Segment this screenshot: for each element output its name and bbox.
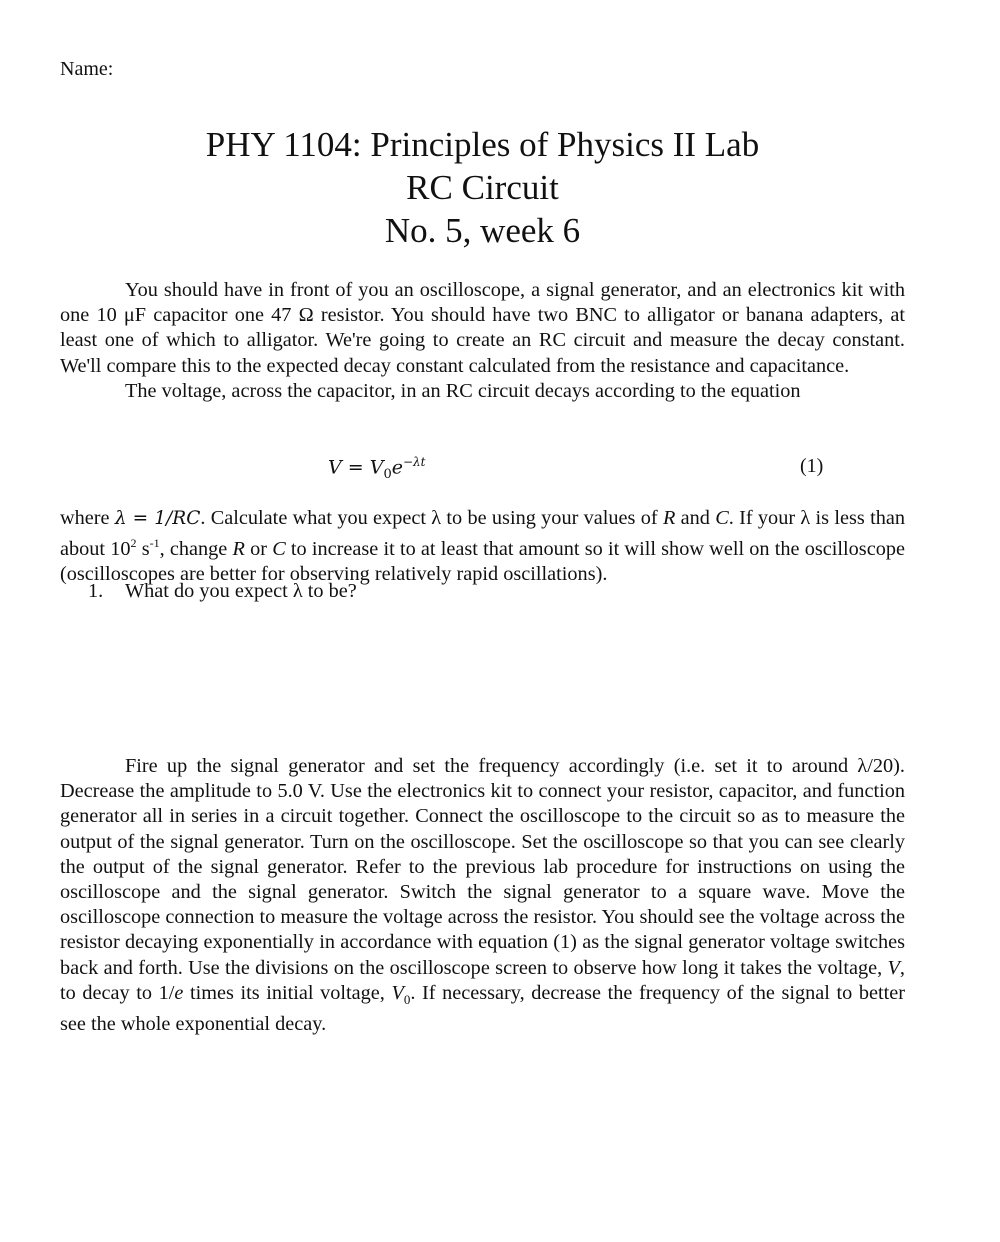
question-text: What do you expect λ to be? [125,580,357,602]
lambda-paragraph: where λ = 1/RC. Calculate what you expect λ to be using your values of R and C. If your λ is less than about $10^2$ $s^{-1}$, change R or C to increase it to at least that amount so it will show well on the oscilloscope (oscilloscopes are better for observing relatively rapid oscillations). [60,507,905,586]
equation-1 [0,455,1000,483]
question-number: 1. [88,580,104,602]
intro-section [60,278,905,404]
equation-expression: $V = V_0e^{-\lambda t}$ [328,455,426,483]
page-title [0,123,965,252]
procedure-paragraph: Fire up the signal generator and set the frequency accordingly (i.e. set it to around λ/20). Decrease the amplitude to 5.0 V. Use the electronics kit to connect your resistor, capacitor, and function generator all in series in a circuit together. Connect the oscilloscope to the circuit so as to measure the output of the signal generator. Turn on the oscilloscope. Set the oscilloscope so that you can see clearly the output of the signal generator. Refer to the previous lab procedure for instructions on using the oscilloscope and the signal generator. Switch the signal generator to a square wave. Move the oscilloscope connection to measure the voltage across the resistor. You should see the voltage across the resistor decaying exponentially in accordance with equation (1) as the signal generator voltage switches back and forth. Use the divisions on the oscilloscope screen to observe how long it takes the voltage, V, to decay to 1/e times its initial voltage, $V_0$. If necessary, decrease the frequency of the signal to better see the whole exponential decay. [60,755,905,1036]
equation-intro-paragraph: The voltage, across the capacitor, in an RC circuit decays according to the equation [125,379,801,402]
course-title: PHY 1104: Principles of Physics II Lab [205,125,760,164]
equation-number: (1) [800,455,824,477]
lab-title: RC Circuit [406,168,559,207]
intro-paragraph: You should have in front of you an oscilloscope, a signal generator, and an electronics kit with one 10 μF capacitor one 47 Ω resistor. You should have two BNC to alligator or banana adapters, at least one of which to alligator. We're going to create an RC circuit and measure the decay constant. We'll compare this to the expected decay constant calculated from the resistance and capacitance. [60,279,905,377]
name-label: Name: [60,58,114,80]
lab-number: No. 5, week 6 [384,211,581,250]
question-1 [88,580,357,603]
